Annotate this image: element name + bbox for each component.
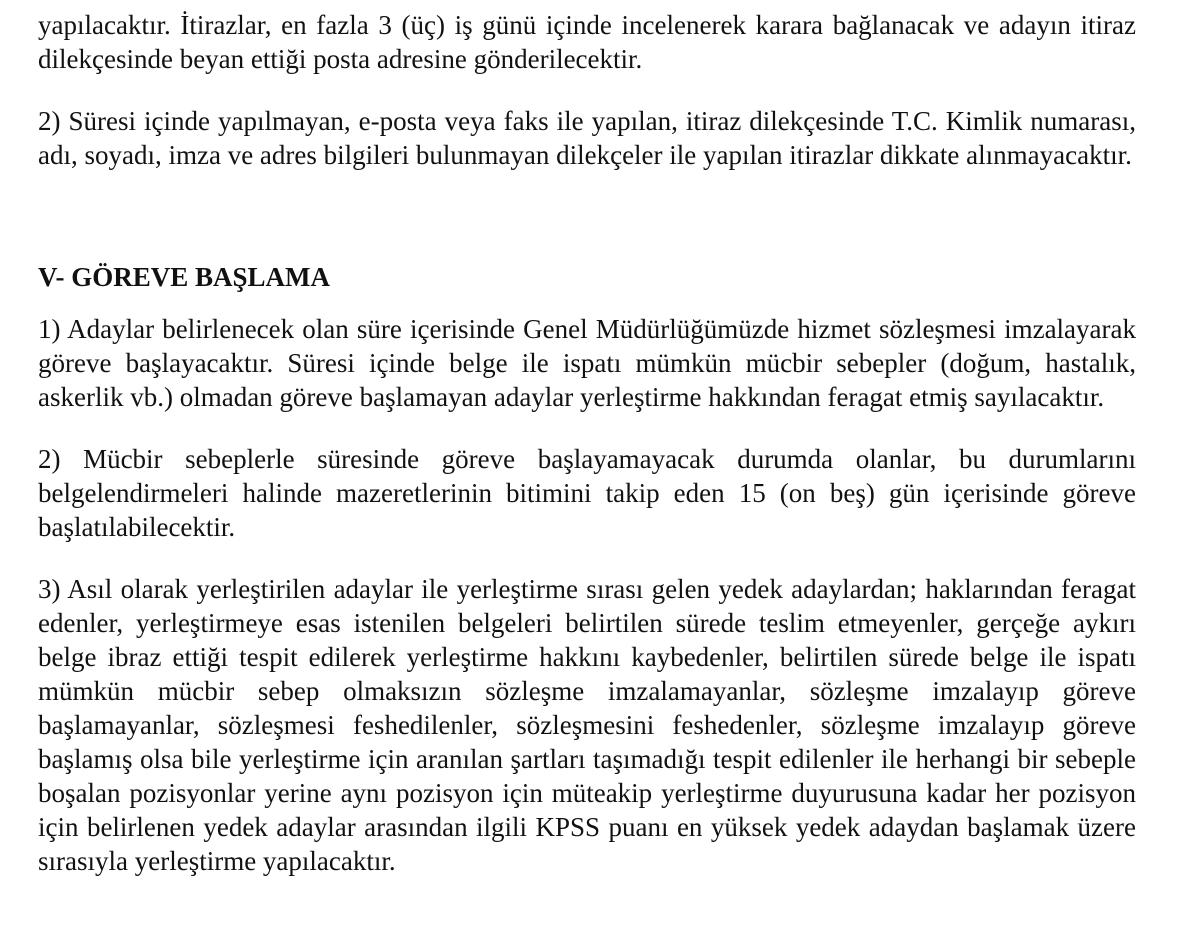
paragraph-itiraz-2: 2) Süresi içinde yapılmayan, e-posta veya faks ile yapılan, itiraz dilekçesinde T.C. Kimlik numarası, adı, soyadı, imza ve adres bilgileri bulunmayan dilekçeler ile yapılan itirazlar dikkate alınmayacaktır. <box>38 106 1136 170</box>
paragraph-gap <box>38 414 1136 442</box>
paragraph-gap <box>38 544 1136 572</box>
paragraph-gorev-1: 1) Adaylar belirlenecek olan süre içerisinde Genel Müdürlüğümüzde hizmet sözleşmesi imzalayarak göreve başlayacaktır. Süresi içinde belge ile ispatı mümkün mücbir sebepler (doğum, hastalık, askerlik vb.) olmadan göreve başlamayan adaylar yerleştirme hakkından feragat etmiş sayılacaktır. <box>38 314 1136 412</box>
section-heading: V- GÖREVE BAŞLAMA <box>38 262 331 292</box>
paragraph-itiraz-continued: yapılacaktır. İtirazlar, en fazla 3 (üç) iş günü içinde incelenerek karara bağlanacak ve adayın itiraz dilekçesinde beyan ettiği posta adresine gönderilecektir. <box>38 10 1136 74</box>
paragraph-gorev-2: 2) Mücbir sebeplerle süresinde göreve başlayamayacak durumda olanlar, bu durumlarını belgelendirmeleri halinde mazeretlerinin bitimini takip eden 15 (on beş) gün içerisinde göreve başlatılabilecektir. <box>38 444 1136 542</box>
paragraph-gap <box>38 76 1136 104</box>
paragraph-gorev-3: 3) Asıl olarak yerleştirilen adaylar ile yerleştirme sırası gelen yedek adaylardan; haklarından feragat edenler, yerleştirmeye esas istenilen belgeleri belirtilen sürede teslim etmeyenler, gerçeğe aykırı belge ibraz ettiği tespit edilerek yerleştirme hakkını kaybedenler, belirtilen sürede belge ile ispatı mümkün mücbir sebep olmaksızın sözleşme imzalamayanlar, sözleşme imzalayıp göreve başlamayanlar, sözleşmesi feshedilenler, sözleşmesini feshedenler, sözleşme imzalayıp göreve başlamış olsa bile yerleştirme için aranılan şartları taşımadığı tespit edilenler ile herhangi bir sebeple boşalan pozisyonlar yerine aynı pozisyon için müteakip yerleştirme duyurusuna kadar her pozisyon için belirlenen yedek adaylar arasından ilgili KPSS puanı en yüksek yedek adaydan başlamak üzere sırasıyla yerleştirme yapılacaktır. <box>38 574 1136 876</box>
document-page <box>38 8 1136 878</box>
section-gap <box>38 172 1136 260</box>
heading-gap <box>38 294 1136 312</box>
